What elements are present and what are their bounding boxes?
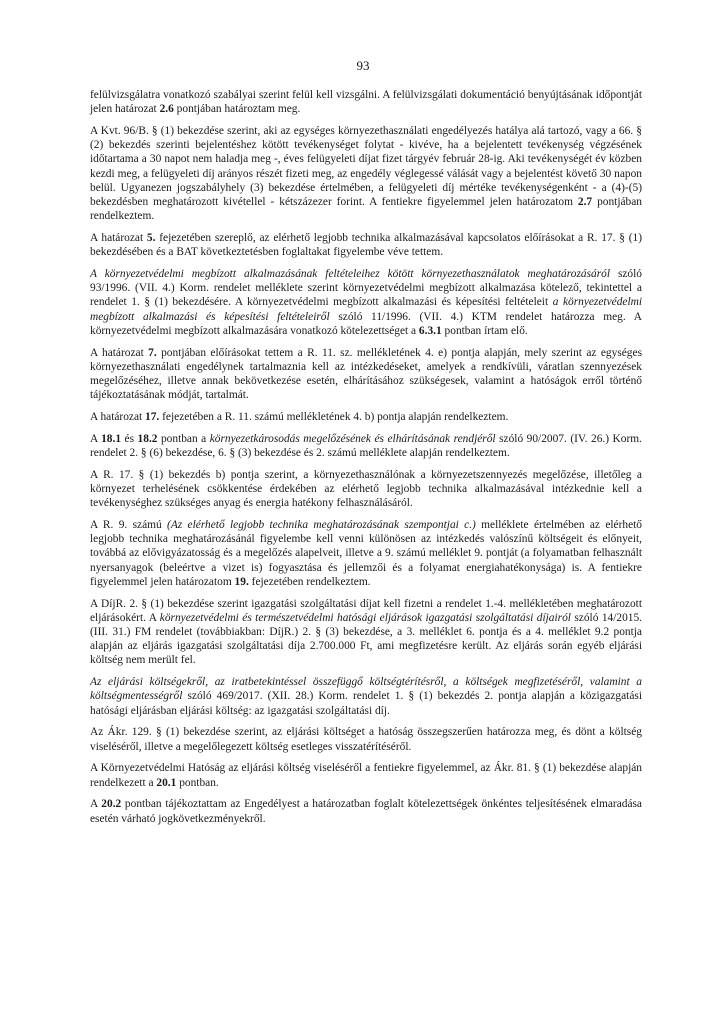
text-run: A határozat	[90, 232, 147, 245]
text-run: és	[121, 432, 138, 445]
text-run: A határozat	[90, 346, 149, 359]
paragraph	[90, 518, 642, 589]
bold-reference: 6.3.1	[418, 324, 442, 337]
italic-citation: környezetvédelmi és természetvédelmi hatósági eljárások igazgatási szolgáltatási díjairól	[159, 611, 571, 624]
text-run: szóló 11/1996. (VII. 4.) KTM rendelet határozza meg. A környezetvédelmi megbízott alkalmazására vonatkozó kötelezettséget a	[90, 310, 642, 337]
bold-reference: 18.1	[101, 432, 122, 445]
text-run: szóló 14/2015. (III. 31.) FM rendelet (továbbiakban: DíjR.) 2. § (3) bekezdése, a 3. melléklet 6. pontja és a 4. melléklet 9.2 pontja alapján az eljárás igazgatási szolgáltatási díja 2.700.000 Ft, ami megfizetésre került. Az eljárás során egyéb eljárási költség nem merült fel.	[90, 611, 642, 667]
text-run: fejezetében szereplő, az elérhető legjobb technika alkalmazásával kapcsolatos előírásokat a R. 17. § (1) bekezdésében és a BAT következtetésben foglaltakat figyelembe véve tettem.	[90, 232, 643, 259]
bold-reference: 20.2	[101, 798, 122, 811]
text-run: A	[90, 432, 102, 445]
italic-citation: környezetkárosodás megelőzésének és elhárításának rendjéről	[209, 432, 496, 445]
text-run: pontjában határoztam meg.	[173, 103, 301, 116]
page-number: 93	[356, 58, 370, 73]
text-run: A DíjR. 2. § (1) bekezdése szerint igazgatási szolgáltatási díjat kell fizetni a rendelet 1.-4. mellékletében meghatározott eljárásokért. A	[90, 597, 642, 624]
italic-citation: Az eljárási költségekről, az iratbetekintéssel összefüggő költségtérítésről, a költségek megfizetéséről, valamint a költségmentességről	[90, 676, 642, 703]
paragraph	[90, 346, 642, 403]
paragraph	[90, 410, 642, 424]
bold-reference: 20.1	[156, 776, 177, 789]
bold-reference: 17.	[145, 411, 160, 424]
bold-reference: 18.2	[137, 432, 158, 445]
text-run: A R. 9. számú	[90, 519, 168, 532]
text-run: pontban írtam elő.	[441, 324, 528, 337]
paragraph	[90, 761, 642, 789]
bold-reference: 2.6	[159, 103, 174, 116]
italic-citation: A környezetvédelmi megbízott alkalmazásának feltételeihez kötött környezethasználatok meghatározásáról	[90, 268, 610, 281]
text-run: Az Ákr. 129. § (1) bekezdése szerint, az eljárási költséget a hatóság összegszerűen határozza meg, és dönt a költség viseléséről, illetve a megelőlegezett költség esetleges visszatérítéséről.	[90, 726, 642, 753]
text-run: szóló 93/1996. (VII. 4.) Korm. rendelet melléklete szerint környezetvédelmi megbízott alkalmazása kötelező, tekintettel a rendelet 1. § (1) bekezdésére. A környezetvédelmi megbízott alkalmazási és képesítési feltételeit	[90, 268, 642, 309]
text-run: A Környezetvédelmi Hatóság az eljárási költség viseléséről a fentiekre figyelemmel, az Ákr. 81. § (1) bekezdése alapján rendelkezett a	[90, 762, 642, 789]
text-run: A Kvt. 96/B. § (1) bekezdése szerint, aki az egységes környezethasználati engedélyezés hatálya alá tartozó, vagy a 66. § (2) bekezdés szerinti bejelentéshez kötött tevékenységet folytat - kivéve, ha a bejelentett tevékenység végzésének időtartama a 30 napot nem haladja meg -, éves felügyeleti díjat fizet tárgyév február 28-ig. Aki tevékenységét év közben kezdi meg, a felügyeleti díj arányos részét fizeti meg, az engedély véglegessé válását vagy a bejelentést követő 30 napon belül. Ugyanezen jogszabályhely (3) bekezdése értelmében, a felügyeleti díj mértéke tevékenységenként - a (4)-(5) bekezdésben meghatározott kivétellel - kétszázezer forint. A fentiekre figyelemmel jelen határozatom	[90, 125, 642, 209]
document-body	[90, 88, 642, 833]
text-run: szóló 469/2017. (XII. 28.) Korm. rendelet 1. § (1) bekezdés 2. pontja alapján a közigazgatási hatósági eljárásban eljárási költség: az igazgatási szolgáltatási díj.	[90, 690, 642, 717]
italic-citation: (Az elérhető legjobb technika meghatározásának szempontjai c.)	[167, 519, 476, 532]
paragraph	[90, 432, 642, 460]
text-run: szóló 90/2007. (IV. 26.) Korm. rendelet 2. § (6) bekezdése, 6. § (3) bekezdése és 2. számú melléklete alapján rendelkeztem.	[90, 432, 642, 460]
paragraph	[90, 88, 642, 116]
paragraph	[90, 725, 642, 753]
bold-reference: 5.	[146, 232, 156, 245]
bold-reference: 2.7	[577, 196, 593, 209]
italic-citation: a környezetvédelmi megbízott alkalmazási és képesítési feltételeiről	[90, 296, 643, 323]
paragraph	[90, 468, 642, 511]
text-run: A R. 17. § (1) bekezdés b) pontja szerint, a környezethasználónak a környezetszennyezés megelőzése, illetőleg a környezet terhelésének csökkentése érdekében az elérhető legjobb technika alkalmazásával intézkednie kell a tevékenységhez szükséges anyag és energia hatékony felhasználásáról.	[90, 468, 642, 510]
text-run: pontjában előírásokat tettem a R. 11. sz. mellékletének 4. e) pontja alapján, mely szerint az egységes környezethasználati engedélynek tartalmaznia kell az intézkedéseket, amelyek a rendkívüli, váratlan szennyezések megelőzéséhez, illetve annak bekövetkezése esetén, elhárításához szükségesek, valamint a hatóságok erről történő tájékoztatásának módját, tartalmát.	[90, 346, 642, 402]
paragraph	[90, 124, 642, 223]
text-run: A határozat	[90, 411, 146, 424]
text-run: fejezetében rendelkeztem.	[248, 575, 371, 588]
text-run: pontjában rendelkeztem.	[90, 196, 642, 223]
paragraph	[90, 597, 642, 668]
paragraph	[90, 797, 642, 825]
bold-reference: 7.	[148, 346, 157, 359]
paragraph	[90, 267, 642, 338]
text-run: pontban tájékoztattam az Engedélyest a határozatban foglalt kötelezettségek önkéntes teljesítésének elmaradása esetén várható jogkövetkezményekről.	[90, 798, 642, 825]
text-run: A	[90, 798, 102, 811]
paragraph	[90, 675, 642, 718]
text-run: fejezetében a R. 11. számú mellékletének 4. b) pontja alapján rendelkeztem.	[159, 411, 509, 424]
paragraph	[90, 231, 642, 259]
bold-reference: 19.	[234, 575, 249, 588]
text-run: felülvizsgálatra vonatkozó szabályai szerint felül kell vizsgálni. A felülvizsgálati dokumentáció benyújtásának időpontját jelen határozat	[90, 89, 642, 116]
text-run: melléklete értelmében az elérhető legjobb technika meghatározásánál figyelembe kell venni különösen az intézkedés valószínű költségeit és előnyeit, továbbá az elővigyázatosság és a megelőzés alapelveit, illetve a 9. számú melléklet 9. pontját (a folyamatban felhasznált nyersanyagok (beleértve a vizet is) fogyasztása és jellemzői és a folyamat energiahatékonysága) is. A fentiekre figyelemmel jelen határozatom	[90, 519, 643, 588]
text-run: pontban.	[176, 776, 219, 789]
text-run: pontban a	[157, 432, 210, 445]
